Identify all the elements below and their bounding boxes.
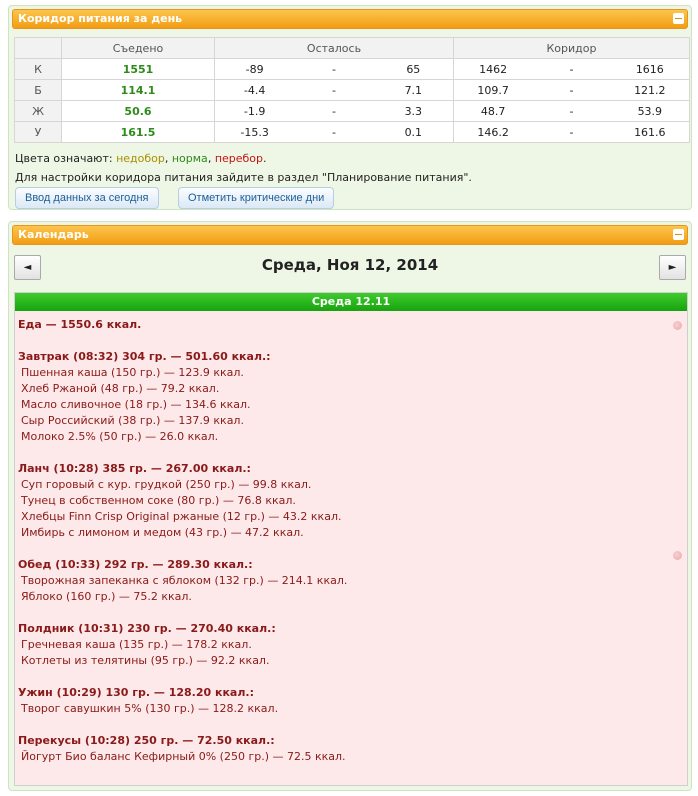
corridor-cell xyxy=(454,122,690,143)
remaining-max: 0.1 xyxy=(404,125,423,139)
legend-under: недобор xyxy=(116,152,165,165)
dash: - xyxy=(569,104,574,118)
day-total: Еда — 1550.6 ккал. xyxy=(18,318,142,331)
food-item: Молоко 2.5% (50 гр.) — 26.0 ккал. xyxy=(21,430,219,443)
dash: - xyxy=(569,125,574,139)
food-item: Пшенная каша (150 гр.) — 123.9 ккал. xyxy=(21,366,244,379)
table-row xyxy=(15,101,690,122)
legend-norm: норма xyxy=(171,152,208,165)
corridor-cell xyxy=(454,80,690,101)
food-item: Суп горовый с кур. грудкой (250 гр.) — 99.8 ккал. xyxy=(21,478,312,491)
legend-prefix: Цвета означают: xyxy=(15,152,117,165)
table-row xyxy=(15,59,690,80)
enter-today-button[interactable]: Ввод данных за сегодня xyxy=(15,187,159,209)
food-item: Творожная запеканка с яблоком (132 гр.) — 214.1 ккал. xyxy=(21,574,348,587)
arrow-left-icon: ◄ xyxy=(23,262,32,273)
row-label: Б xyxy=(15,80,62,101)
meal-title: Ужин (10:29) 130 гр. — 128.20 ккал.: xyxy=(18,686,254,699)
remaining-min: -4.4 xyxy=(243,83,266,97)
table-row xyxy=(15,80,690,101)
food-item: Творог савушкин 5% (130 гр.) — 128.2 ккал. xyxy=(21,702,279,715)
day-body xyxy=(15,311,687,771)
eaten-value: 114.1 xyxy=(62,80,215,101)
remaining-cell xyxy=(215,101,454,122)
corner-cell xyxy=(15,38,62,59)
drag-handle-icon[interactable] xyxy=(673,551,682,560)
dash: - xyxy=(569,62,574,76)
row-label: К xyxy=(15,59,62,80)
table-header-row xyxy=(15,38,690,59)
collapse-icon[interactable] xyxy=(673,13,684,24)
corridor-panel-title: Коридор питания за день xyxy=(18,12,183,25)
dash: - xyxy=(332,62,336,76)
remaining-max: 7.1 xyxy=(404,83,423,97)
remaining-min: -89 xyxy=(245,62,264,76)
remaining-cell xyxy=(215,59,454,80)
eaten-value: 161.5 xyxy=(62,122,215,143)
corridor-max: 53.9 xyxy=(637,104,663,118)
col-eaten: Съедено xyxy=(62,38,215,59)
corridor-min: 109.7 xyxy=(477,83,509,97)
meal-title: Ланч (10:28) 385 гр. — 267.00 ккал.: xyxy=(18,462,251,475)
col-remaining: Осталось xyxy=(215,38,454,59)
table-row xyxy=(15,122,690,143)
calendar-panel xyxy=(8,221,692,791)
day-header[interactable]: Среда 12.11 xyxy=(15,293,687,311)
meal-title: Перекусы (10:28) 250 гр. — 72.50 ккал.: xyxy=(18,734,275,747)
mark-critical-days-button[interactable]: Отметить критические дни xyxy=(178,187,334,209)
corridor-max: 161.6 xyxy=(634,125,666,139)
corridor-panel xyxy=(8,5,692,210)
next-day-button[interactable] xyxy=(659,255,686,280)
color-legend xyxy=(15,152,267,165)
meal-title: Завтрак (08:32) 304 гр. — 501.60 ккал.: xyxy=(18,350,271,363)
corridor-max: 1616 xyxy=(635,62,664,76)
row-label: Ж xyxy=(15,101,62,122)
food-item: Масло сливочное (18 гр.) — 134.6 ккал. xyxy=(21,398,251,411)
drag-handle-icon[interactable] xyxy=(673,321,682,330)
eaten-value: 50.6 xyxy=(62,101,215,122)
food-item: Котлеты из телятины (95 гр.) — 92.2 ккал. xyxy=(21,654,270,667)
food-item: Йогурт Био баланс Кефирный 0% (250 гр.) — 72.5 ккал. xyxy=(21,750,346,763)
corridor-panel-header[interactable] xyxy=(12,9,688,29)
food-item: Сыр Российский (38 гр.) — 137.9 ккал. xyxy=(21,414,244,427)
corridor-max: 121.2 xyxy=(634,83,666,97)
day-details xyxy=(14,292,688,786)
food-item: Хлебцы Finn Crisp Original ржаные (12 гр.) — 43.2 ккал. xyxy=(21,510,342,523)
settings-hint: Для настройки коридора питания зайдите в раздел "Планирование питания". xyxy=(15,171,472,184)
dash: - xyxy=(569,83,574,97)
eaten-value: 1551 xyxy=(62,59,215,80)
dash: - xyxy=(332,83,336,97)
legend-end: . xyxy=(263,152,267,165)
food-item: Тунец в собственном соке (80 гр.) — 76.8 ккал. xyxy=(21,494,296,507)
meal-title: Полдник (10:31) 230 гр. — 270.40 ккал.: xyxy=(18,622,276,635)
meal-title: Обед (10:33) 292 гр. — 289.30 ккал.: xyxy=(18,558,253,571)
food-item: Хлеб Ржаной (48 гр.) — 79.2 ккал. xyxy=(21,382,220,395)
legend-sep: , xyxy=(164,152,172,165)
corridor-cell xyxy=(454,101,690,122)
calendar-date-title: Среда, Ноя 12, 2014 xyxy=(261,256,439,274)
arrow-right-icon: ► xyxy=(668,262,677,273)
legend-over: перебор xyxy=(214,152,264,165)
food-item: Яблоко (160 гр.) — 75.2 ккал. xyxy=(21,590,192,603)
corridor-min: 146.2 xyxy=(477,125,509,139)
calendar-panel-header[interactable] xyxy=(12,225,688,245)
corridor-cell xyxy=(454,59,690,80)
remaining-cell xyxy=(215,80,454,101)
remaining-max: 65 xyxy=(406,62,421,76)
food-item: Имбирь с лимоном и медом (43 гр.) — 47.2 ккал. xyxy=(21,526,304,539)
corridor-table xyxy=(14,37,690,143)
row-label: У xyxy=(15,122,62,143)
remaining-min: -15.3 xyxy=(240,125,269,139)
food-item: Гречневая каша (135 гр.) — 178.2 ккал. xyxy=(21,638,252,651)
col-corridor: Коридор xyxy=(454,38,690,59)
remaining-cell xyxy=(215,122,454,143)
calendar-panel-title: Календарь xyxy=(18,228,89,241)
remaining-max: 3.3 xyxy=(404,104,423,118)
corridor-min: 48.7 xyxy=(480,104,506,118)
dash: - xyxy=(332,125,336,139)
legend-sep: , xyxy=(207,152,215,165)
corridor-min: 1462 xyxy=(479,62,508,76)
collapse-icon[interactable] xyxy=(673,229,684,240)
dash: - xyxy=(332,104,336,118)
remaining-min: -1.9 xyxy=(243,104,266,118)
